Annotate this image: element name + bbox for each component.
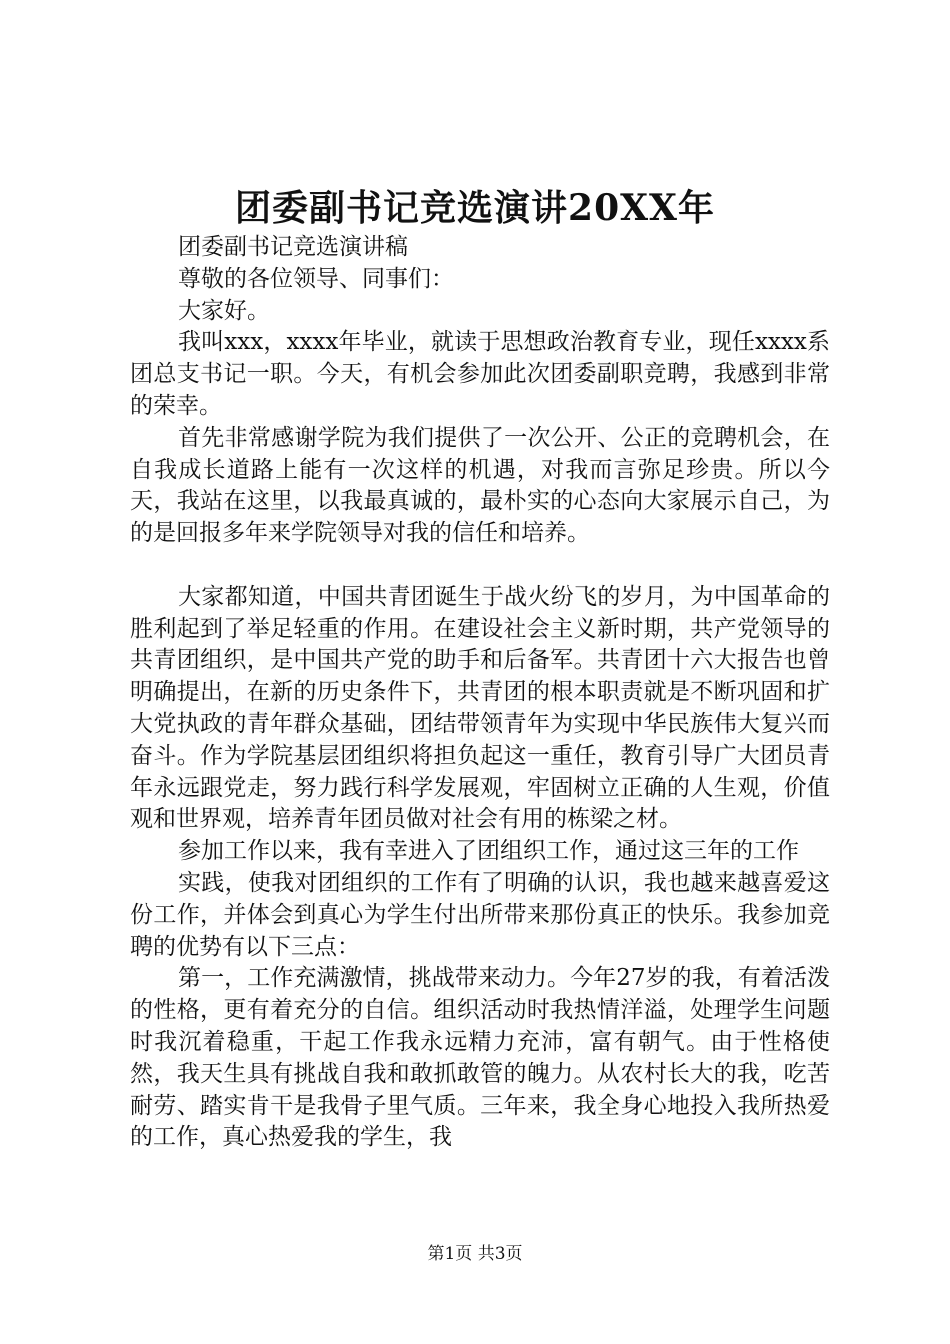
paragraph-salutation: 尊敬的各位领导、同事们： (178, 265, 454, 292)
page-number-footer: 第1页 共3页 (427, 1244, 523, 1264)
document-title: 团委副书记竞选演讲20XX年 (235, 187, 715, 229)
paragraph-work-start: 参加工作以来，我有幸进入了团组织工作，通过这三年的工作 (178, 838, 799, 865)
paragraph-greeting: 大家好。 (178, 297, 270, 324)
paragraph-league-role: 大家都知道，中国共青团诞生于战火纷飞的岁月，为中国革命的胜利起到了举足轻重的作用。在建设社会主义新时期，共产党领导的共青团组织，是中国共产党的助手和后备军。共青团十六大报告也曾明确提出，在新的历史条件下，共青团的根本职责就是不断巩固和扩大党执政的青年群众基础，团结带领青年为实现中华民族伟大复兴而奋斗。作为学院基层团组织将担负起这一重任，教育引导广大团员青年永远跟党走，努力践行科学发展观，牢固树立正确的人生观，价值观和世界观，培养青年团员做对社会有用的栋梁之材。 (130, 583, 830, 833)
paragraph-spacer (130, 550, 830, 582)
paragraph-introduction: 我叫xxx，xxxx年毕业，就读于思想政治教育专业，现任xxxx系团总支书记一职。今天，有机会参加此次团委副职竞聘，我感到非常的荣幸。 (130, 329, 830, 419)
paragraph-subtitle: 团委副书记竞选演讲稿 (178, 234, 408, 260)
document-body (130, 232, 830, 1154)
paragraph-first-advantage: 第一，工作充满激情，挑战带来动力。今年27岁的我，有着活泼的性格，更有着充分的自信。组织活动时我热情洋溢，处理学生问题时我沉着稳重，干起工作我永远精力充沛，富有朝气。由于性格使然，我天生具有挑战自我和敢抓敢管的魄力。从农村长大的我，吃苦耐劳、踏实肯干是我骨子里气质。三年来，我全身心地投入我所热爱的工作，真心热爱我的学生，我 (130, 965, 830, 1151)
paragraph-practice: 实践，使我对团组织的工作有了明确的认识，我也越来越喜爱这份工作，并体会到真心为学生付出所带来那份真正的快乐。我参加竞聘的优势有以下三点： (130, 869, 830, 960)
paragraph-thanks: 首先非常感谢学院为我们提供了一次公开、公正的竞聘机会，在自我成长道路上能有一次这样的机遇，对我而言弥足珍贵。所以今天，我站在这里，以我最真诚的，最朴实的心态向大家展示自己，为的是回报多年来学院领导对我的信任和培养。 (130, 424, 830, 547)
